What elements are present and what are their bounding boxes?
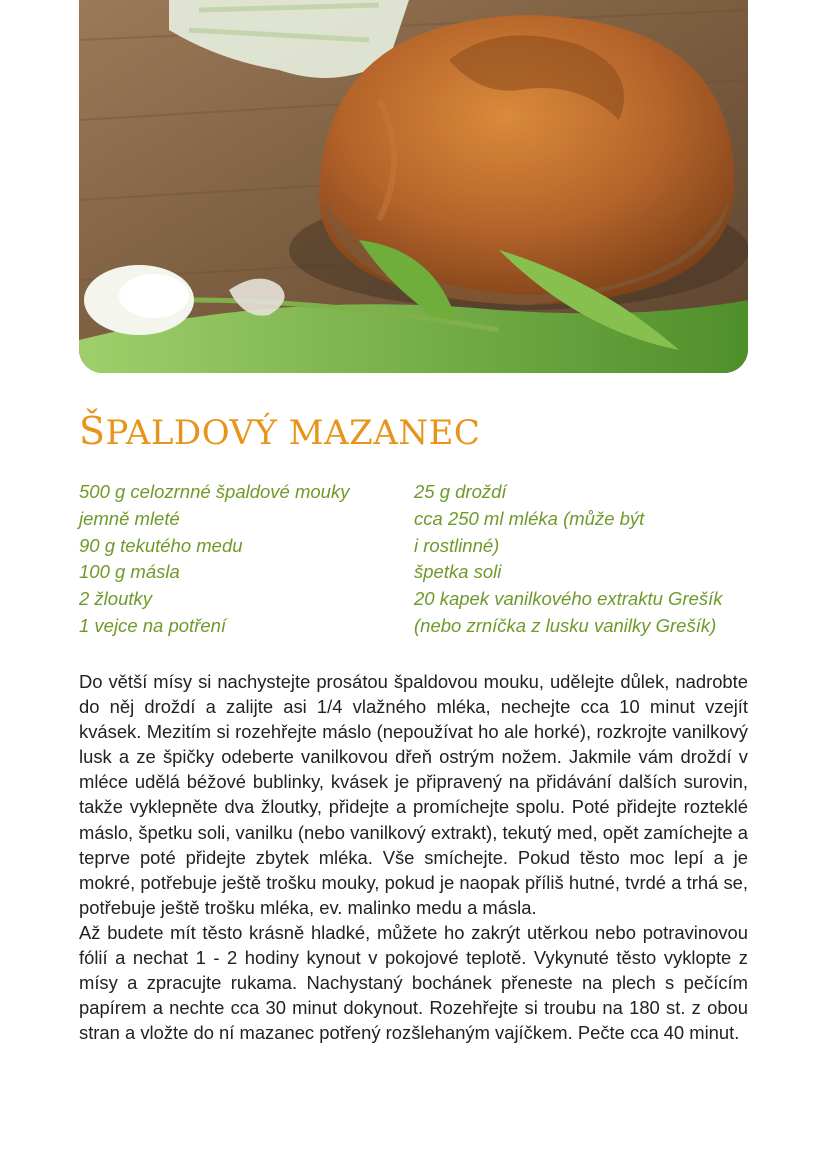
recipe-title: ŠPALDOVÝ MAZANEC [79,409,481,453]
ingredient-item: cca 250 ml mléka (může být [414,507,645,529]
method-paragraph-2: Až budete mít těsto krásně hladké, můžete ho zakrýt utěrkou nebo potravinovou fólií a nechat 1 - 2 hodiny kynout v pokojové teplotě. Vykynuté těsto vyklopte z mísy a zpracujte rukama. Nachystaný bochánek přeneste na plech s pečícím papírem a nechte cca 30 minut dokynout. Rozehřejte si troubu na 180 st. z obou stran a vložte do ní mazanec potřený rozšlehaným vajíčkem. Pečte cca 40 minut. [79,921,748,1044]
ingredient-item: 2 žloutky [79,588,153,610]
mazanec-illustration [79,0,748,373]
ingredients-list-left [79,479,349,640]
ingredient-item: (nebo zrníčka z lusku vanilky Grešík) [414,614,717,636]
ingredient-item: 1 vejce na potření [79,614,227,636]
ingredient-item: i rostlinné) [414,534,500,556]
ingredient-item: jemně mleté [79,507,180,529]
ingredients-list-right [414,479,723,640]
ingredient-item: 20 kapek vanilkového extraktu Grešík [414,588,723,610]
ingredient-item: 90 g tekutého medu [79,534,243,556]
method-text [79,669,748,1045]
ingredient-item: špetka soli [414,561,502,583]
method-paragraph-1: Do větší mísy si nachystejte prosátou špaldovou mouku, udělejte důlek, nadrobte do něj droždí a zalijte asi 1/4 vlažného mléka, nechejte cca 10 minut vzejít kvásek. Mezitím si rozehřejte máslo (nepoužívat ho ale horké), rozkrojte vanilkový lusk a ze špičky odeberte vanilkovou dřeň ostrým nožem. Jakmile vám droždí v mléce udělá béžové bublinky, kvásek je připravený na přidávání dalších surovin, takže vyklepněte dva žloutky, přidejte a promíchejte spolu. Poté přidejte rozteklé máslo, špetku soli, vanilku (nebo vanilkový extrakt), tekutý med, opět zamíchejte a teprve poté přidejte zbytek mléka. Vše smíchejte. Pokud těsto moc lepí a je mokré, potřebuje ještě trošku mouky, pokud je naopak příliš hutné, tvrdé a trhá se, potřebuje ještě trošku mléka, ev. malinko medu a másla. [79,671,748,918]
recipe-photo [79,0,748,373]
ingredient-item: 100 g másla [79,561,180,583]
ingredient-item: 500 g celozrnné špaldové mouky [79,481,350,502]
ingredient-item: 25 g droždí [414,481,507,502]
